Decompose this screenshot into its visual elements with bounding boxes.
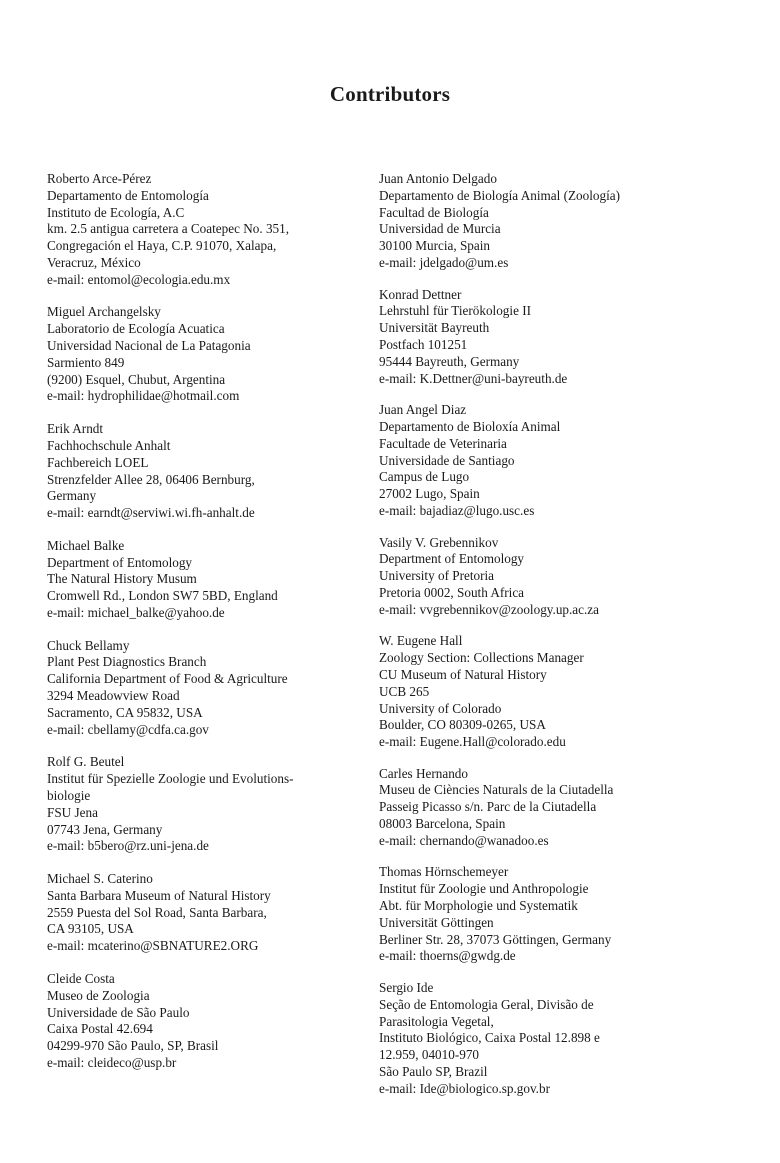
email-line: e-mail: earndt@serviwi.wi.fh-anhalt.de: [47, 505, 255, 521]
address-line: 2559 Puesta del Sol Road, Santa Barbara,: [47, 904, 267, 920]
address-line: Universidade de São Paulo: [47, 1004, 190, 1020]
address-line: Facultade de Veterinaria: [379, 435, 507, 451]
email-line: e-mail: hydrophilidae@hotmail.com: [47, 388, 240, 404]
address-line: UCB 265: [379, 683, 430, 699]
address-line: Universidad de Murcia: [379, 221, 501, 237]
address-line: 04299-970 São Paulo, SP, Brasil: [47, 1038, 219, 1054]
email-line: e-mail: cbellamy@cdfa.ca.gov: [47, 721, 209, 737]
contributor-entry: [379, 287, 709, 388]
email-line: e-mail: michael_balke@yahoo.de: [47, 605, 225, 620]
address-line: Pretoria 0002, South Africa: [379, 584, 525, 600]
address-line: Institut für Zoologie und Anthropologie: [379, 881, 589, 897]
address-line: Department of Entomology: [379, 551, 525, 567]
address-line: Departamento de Bioloxía Animal: [379, 418, 561, 434]
address-line: Museu de Ciències Naturals de la Ciutadella: [379, 782, 614, 798]
address-line: Institut für Spezielle Zoologie und Evolutions-: [47, 771, 294, 787]
address-line: Germany: [47, 488, 97, 504]
address-line: Abt. für Morphologie und Systematik: [379, 898, 578, 914]
address-line: Cromwell Rd., London SW7 5BD, England: [47, 588, 278, 604]
address-line: University of Pretoria: [379, 568, 494, 584]
contributor-entry: [379, 535, 709, 619]
contributor-entry: [379, 402, 709, 520]
address-line: Sacramento, CA 95832, USA: [47, 704, 203, 720]
contributor-name: Roberto Arce-Pérez: [47, 171, 152, 186]
address-line: Department of Entomology: [47, 554, 193, 570]
address-line: Strenzfelder Allee 28, 06406 Bernburg,: [47, 471, 255, 487]
address-line: Universität Göttingen: [379, 914, 494, 930]
address-line: Congregación el Haya, C.P. 91070, Xalapa,: [47, 238, 277, 254]
email-line: e-mail: vvgrebennikov@zoology.up.ac.za: [379, 601, 600, 617]
address-line: Departamento de Biología Animal (Zoología): [379, 187, 620, 203]
contributors-left-column: [47, 171, 357, 1088]
contributor-entry: [379, 171, 709, 272]
contributor-entry: [47, 538, 357, 622]
contributor-name: Sergio Ide: [379, 980, 434, 996]
address-line: California Department of Food & Agriculture: [47, 671, 288, 687]
contributor-entry: [47, 971, 357, 1072]
contributor-name: Carles Hernando: [379, 765, 468, 781]
address-line: Berliner Str. 28, 37073 Göttingen, Germany: [379, 931, 612, 947]
contributor-name: Erik Arndt: [47, 421, 104, 437]
contributor-entry: [47, 171, 357, 289]
address-line: Fachhochschule Anhalt: [47, 437, 171, 453]
contributor-entry: [47, 754, 357, 855]
contributor-name: Thomas Hörnschemeyer: [379, 864, 509, 880]
address-line: Seção de Entomologia Geral, Divisão de: [379, 996, 594, 1012]
address-line: Universidad Nacional de La Patagonia: [47, 338, 251, 354]
contributor-name: Michael S. Caterino: [47, 871, 153, 887]
email-line: e-mail: jdelgado@um.es: [379, 254, 509, 270]
address-line: Sarmiento 849: [47, 354, 125, 370]
contributor-name: W. Eugene Hall: [379, 633, 463, 649]
address-line: Plant Pest Diagnostics Branch: [47, 654, 207, 670]
address-line: km. 2.5 antigua carretera a Coatepec No. 351,: [47, 221, 290, 237]
email-line: e-mail: mcaterino@SBNATURE2.ORG: [47, 938, 259, 954]
email-line: e-mail: K.Dettner@uni-bayreuth.de: [379, 370, 568, 386]
contributor-name: Rolf G. Beutel: [47, 754, 125, 770]
contributor-name: Konrad Dettner: [379, 286, 462, 302]
contributor-entry: [47, 638, 357, 739]
address-line: The Natural History Musum: [47, 571, 197, 587]
email-line: e-mail: cleideco@usp.br: [47, 1054, 177, 1070]
contributor-entry: [379, 766, 709, 850]
contributor-entry: [47, 304, 357, 405]
address-line: 08003 Barcelona, Spain: [379, 816, 506, 832]
address-line: Postfach 101251: [379, 336, 468, 352]
contributor-name: Miguel Archangelsky: [47, 304, 161, 320]
address-line: Universidade de Santiago: [379, 452, 515, 468]
email-line: e-mail: Ide@biologico.sp.gov.br: [379, 1080, 550, 1096]
address-line: (9200) Esquel, Chubut, Argentina: [47, 371, 226, 387]
contributor-name: Juan Antonio Delgado: [379, 171, 497, 186]
contributor-name: Michael Balke: [47, 537, 125, 553]
email-line: e-mail: thoerns@gwdg.de: [379, 948, 516, 964]
email-line: e-mail: b5bero@rz.uni-jena.de: [47, 838, 209, 854]
address-line: 95444 Bayreuth, Germany: [379, 353, 520, 369]
contributor-entry: [379, 980, 709, 1098]
address-line: FSU Jena: [47, 804, 98, 820]
address-line: Universität Bayreuth: [379, 320, 490, 336]
address-line: 27002 Lugo, Spain: [379, 486, 480, 502]
address-line: Instituto de Ecología, A.C: [47, 204, 185, 220]
contributor-entry: [47, 871, 357, 955]
page-title: Contributors: [329, 82, 451, 106]
email-line: e-mail: bajadiaz@lugo.usc.es: [379, 502, 535, 518]
address-line: Museo de Zoologia: [47, 987, 150, 1003]
address-line: CU Museum of Natural History: [379, 666, 547, 682]
contributor-entry: [379, 633, 709, 751]
address-line: Lehrstuhl für Tierökologie II: [379, 303, 532, 319]
contributor-name: Cleide Costa: [47, 970, 115, 986]
address-line: 12.959, 04010-970: [379, 1047, 480, 1063]
email-line: e-mail: Eugene.Hall@colorado.edu: [379, 734, 566, 750]
contributor-entry: [47, 421, 357, 522]
address-line: Santa Barbara Museum of Natural History: [47, 887, 271, 903]
address-line: Laboratorio de Ecología Acuatica: [47, 321, 225, 337]
address-line: Veracruz, México: [47, 254, 141, 270]
contributor-name: Juan Angel Diaz: [379, 402, 467, 418]
contributors-right-column: [379, 171, 709, 1112]
address-line: 30100 Murcia, Spain: [379, 238, 490, 254]
address-line: Zoology Section: Collections Manager: [379, 650, 584, 666]
address-line: University of Colorado: [379, 700, 502, 716]
address-line: CA 93105, USA: [47, 921, 134, 937]
address-line: Campus de Lugo: [379, 469, 470, 485]
email-line: e-mail: chernando@wanadoo.es: [379, 832, 549, 848]
address-line: Instituto Biológico, Caixa Postal 12.898 e: [379, 1030, 600, 1046]
contributor-entry: [379, 864, 709, 965]
address-line: Departamento de Entomología: [47, 187, 209, 203]
address-line: biologie: [47, 787, 91, 803]
address-line: 3294 Meadowview Road: [47, 688, 180, 704]
address-line: Caixa Postal 42.694: [47, 1021, 153, 1037]
address-line: Boulder, CO 80309-0265, USA: [379, 717, 546, 733]
address-line: 07743 Jena, Germany: [47, 821, 163, 837]
address-line: São Paulo SP, Brazil: [379, 1064, 488, 1080]
email-line: e-mail: entomol@ecologia.edu.mx: [47, 271, 231, 287]
address-line: Parasitologia Vegetal,: [379, 1013, 494, 1029]
address-line: Fachbereich LOEL: [47, 454, 149, 470]
address-line: Passeig Picasso s/n. Parc de la Ciutadella: [379, 799, 597, 815]
contributor-name: Chuck Bellamy: [47, 637, 130, 653]
address-line: Facultad de Biología: [379, 204, 489, 220]
contributor-name: Vasily V. Grebennikov: [379, 534, 499, 550]
